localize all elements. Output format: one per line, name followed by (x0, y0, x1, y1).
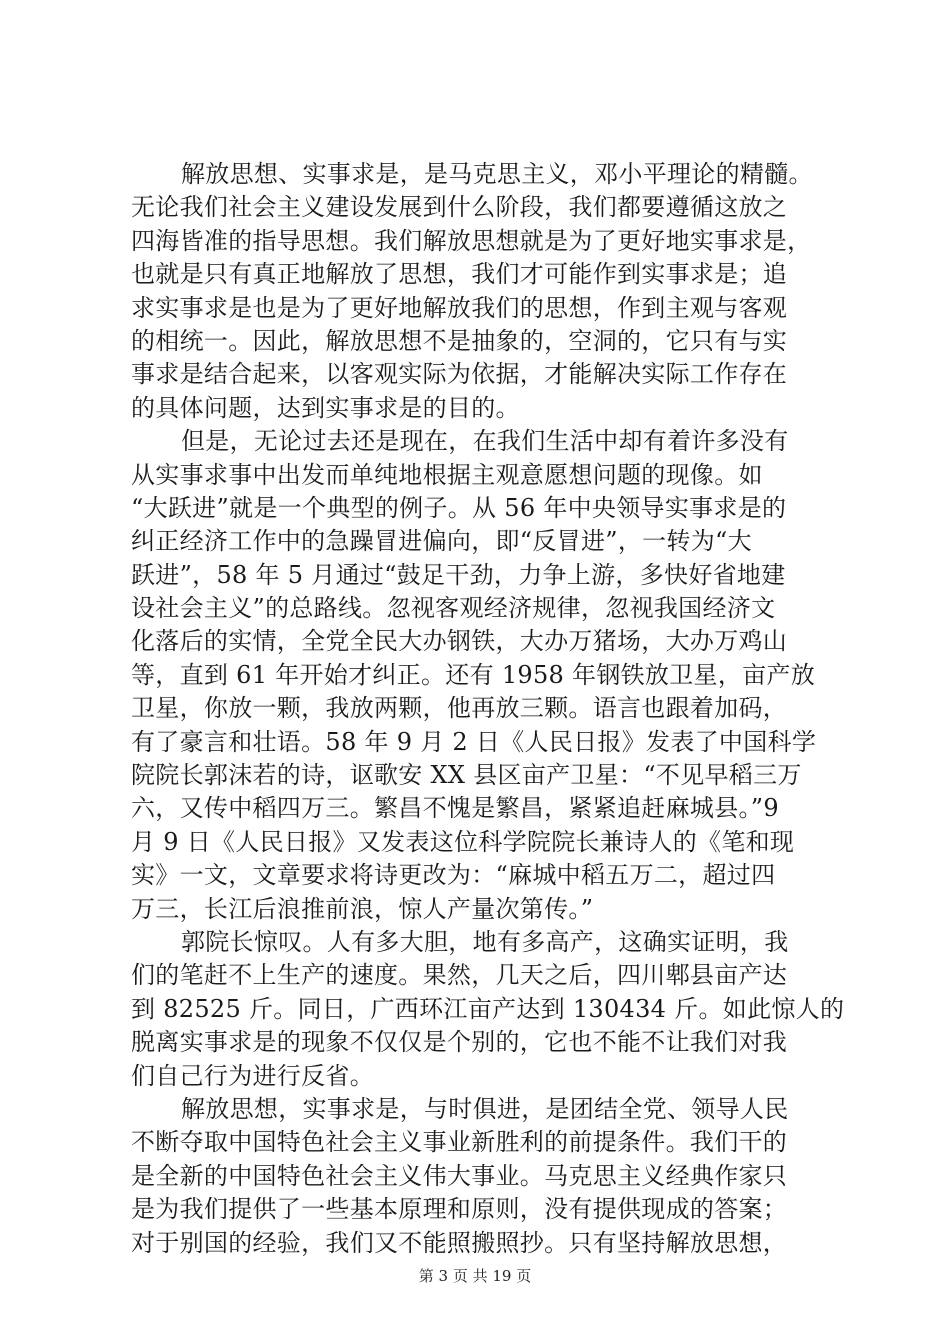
paragraph-1-line-8: 的具体问题，达到实事求是的目的。 (131, 393, 520, 422)
paragraph-2-line-14: 实》一文，文章要求将诗更改为：“麻城中稻五万二，超过四 (131, 861, 776, 890)
document-body (131, 158, 845, 1260)
paragraph-3-line-2: 们的笔赶不上生产的速度。果然，几天之后，四川郫县亩产达 (131, 961, 788, 990)
paragraph-1-line-1: 解放思想、实事求是，是马克思主义，邓小平理论的精髓。 (181, 160, 813, 188)
paragraph-2-line-11: 院院长郭沫若的诗，讴歌安 XX 县区亩产卫星：“不见早稻三万 (131, 761, 802, 790)
paragraph-3-line-1: 郭院长惊叹。人有多大胆，地有多高产，这确实证明，我 (181, 927, 789, 956)
paragraph-1-line-6: 的相统一。因此，解放思想不是抽象的，空洞的，它只有与实 (131, 326, 788, 355)
paragraph-1-line-3: 四海皆准的指导思想。我们解放思想就是为了更好地实事求是， (131, 226, 812, 255)
paragraph-1-line-5: 求实事求是也是为了更好地解放我们的思想，作到主观与客观 (131, 293, 788, 322)
paragraph-2-line-7: 化落后的实情，全党全民大办钢铁，大办万猪场，大办万鸡山 (131, 627, 788, 656)
paragraph-3-line-3: 到 82525 斤。同日，广西环江亩产达到 130434 斤。如此惊人的 (131, 994, 845, 1023)
paragraph-2-line-2: 从实事求事中出发而单纯地根据主观意愿想问题的现像。如 (131, 460, 763, 489)
paragraph-2-line-15: 万三，长江后浪推前浪，惊人产量次第传。” (131, 894, 594, 923)
paragraph-2-line-9: 卫星，你放一颗，我放两颗，他再放三颗。语言也跟着加码， (131, 694, 788, 723)
paragraph-4-line-1: 解放思想，实事求是，与时俱进，是团结全党、领导人民 (181, 1094, 789, 1123)
paragraph-2-line-5: 跃进”，58 年 5 月通过“鼓足干劲，力争上游，多快好省地建 (131, 560, 786, 589)
paragraph-2-line-10: 有了豪言和壮语。58 年 9 月 2 日《人民日报》发表了中国科学 (131, 727, 817, 756)
paragraph-4-line-3: 是全新的中国特色社会主义伟大事业。马克思主义经典作家只 (131, 1161, 788, 1190)
paragraph-3-line-5: 们自己行为进行反省。 (131, 1061, 374, 1090)
paragraph-1-line-7: 事求是结合起来，以客观实际为依据，才能解决实际工作存在 (131, 360, 788, 389)
paragraph-1-line-2: 无论我们社会主义建设发展到什么阶段，我们都要遵循这放之 (131, 193, 788, 222)
paragraph-4-line-2: 不断夺取中国特色社会主义事业新胜利的前提条件。我们干的 (131, 1128, 788, 1157)
paragraph-3-line-4: 脱离实事求是的现象不仅仅是个别的，它也不能不让我们对我 (131, 1028, 788, 1057)
paragraph-2-line-1: 但是，无论过去还是现在，在我们生活中却有着许多没有 (181, 427, 789, 456)
paragraph-2-line-6: 设社会主义”的总路线。忽视客观经济规律，忽视我国经济文 (131, 594, 776, 623)
paragraph-2-line-3: “大跃进”就是一个典型的例子。从 56 年中央领导实事求是的 (131, 493, 787, 522)
paragraph-2-line-13: 月 9 日《人民日报》又发表这位科学院院长兼诗人的《笔和现 (131, 827, 795, 856)
paragraph-4-line-5: 对于别国的经验，我们又不能照搬照抄。只有坚持解放思想， (131, 1228, 788, 1257)
paragraph-2-line-12: 六，又传中稻四万三。繁昌不愧是繁昌，紧紧追赶麻城县。”9 (131, 794, 779, 823)
page-number-footer: 第 3 页 共 19 页 (418, 1267, 532, 1285)
paragraph-1-line-4: 也就是只有真正地解放了思想，我们才可能作到实事求是；追 (131, 260, 788, 289)
paragraph-2-line-4: 纠正经济工作中的急躁冒进偏向，即“反冒进”，一转为“大 (131, 527, 752, 556)
paragraph-4-line-4: 是为我们提供了一些基本原理和原则，没有提供现成的答案； (131, 1195, 788, 1224)
paragraph-2-line-8: 等，直到 61 年开始才纠正。还有 1958 年钢铁放卫星，亩产放 (131, 660, 816, 689)
